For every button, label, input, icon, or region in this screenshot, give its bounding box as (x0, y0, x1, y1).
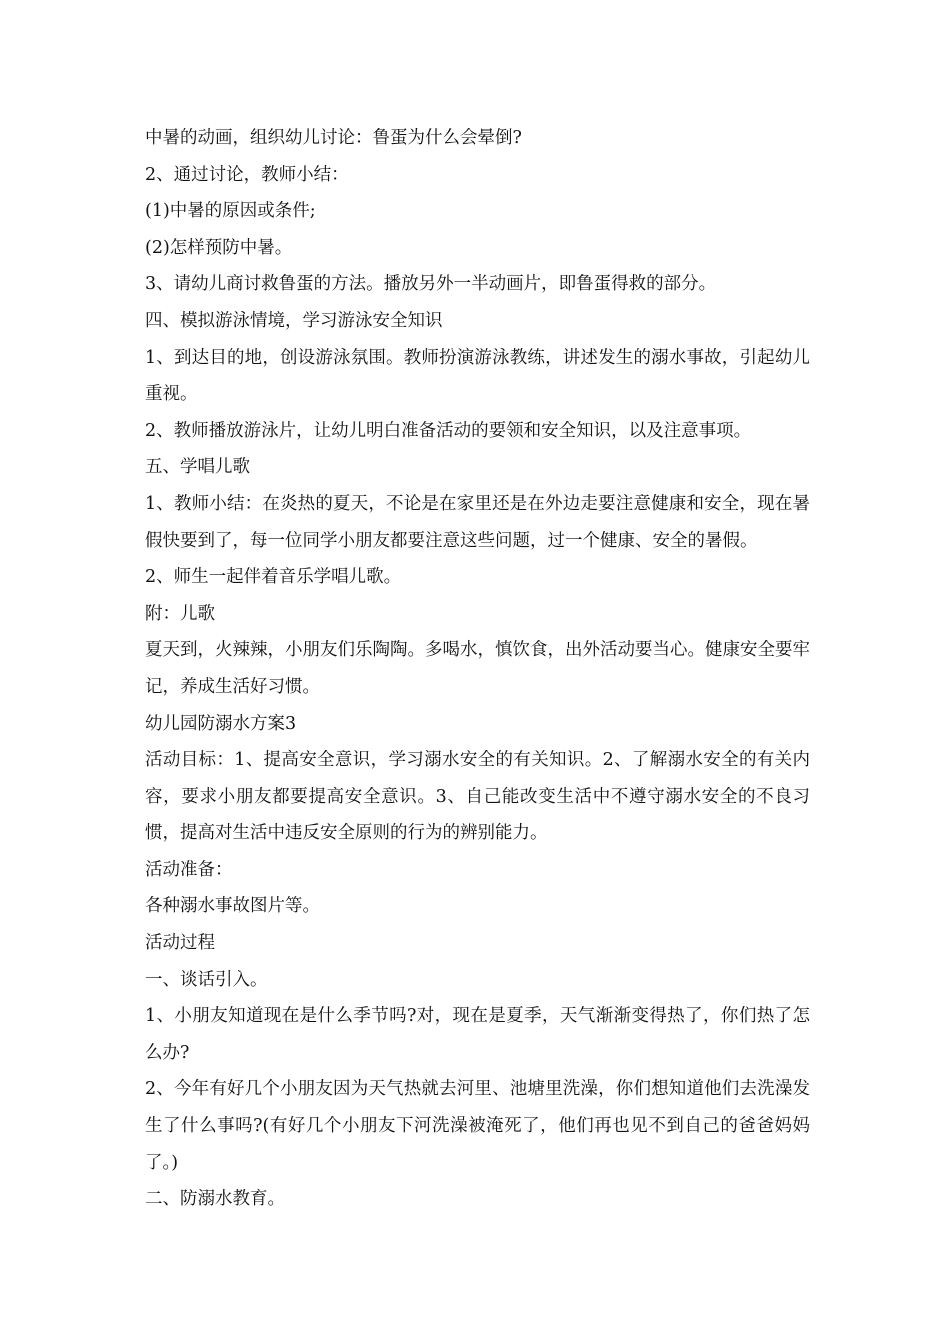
document-body (145, 120, 810, 1218)
section-heading: 活动准备： (145, 859, 233, 880)
paragraph: 1、到达目的地，创设游泳氛围。教师扮演游泳教练，讲述发生的溺水事故，引起幼儿重视。 (145, 347, 810, 405)
paragraph: 2、今年有好几个小朋友因为天气热就去河里、池塘里洗澡，你们想知道他们去洗澡发生了什么事吗?(有好几个小朋友下河洗澡被淹死了，他们再也见不到自己的爸爸妈妈了。) (145, 1079, 810, 1173)
section-heading: 五、学唱儿歌 (145, 457, 250, 478)
paragraph: 2、师生一起伴着音乐学唱儿歌。 (145, 567, 402, 588)
section-heading: 附：儿歌 (145, 603, 215, 624)
paragraph: 1、教师小结：在炎热的夏天，不论是在家里还是在外边走要注意健康和安全，现在暑假快要到了，每一位同学小朋友都要注意这些问题，过一个健康、安全的暑假。 (145, 493, 810, 551)
paragraph: 3、请幼儿商讨救鲁蛋的方法。播放另外一半动画片，即鲁蛋得救的部分。 (145, 274, 717, 295)
paragraph: (2)怎样预防中暑。 (145, 237, 293, 258)
section-heading: 活动过程 (145, 933, 215, 954)
paragraph: 活动目标：1、提高安全意识，学习溺水安全的有关知识。2、了解溺水安全的有关内容，要求小朋友都要提高安全意识。3、自己能改变生活中不遵守溺水安全的不良习惯，提高对生活中违反安全原则的行为的辨别能力。 (145, 750, 810, 844)
paragraph: 1、小朋友知道现在是什么季节吗?对，现在是夏季，天气渐渐变得热了，你们热了怎么办? (145, 1006, 810, 1063)
section-heading: 一、谈话引入。 (145, 969, 268, 990)
paragraph: 2、教师播放游泳片，让幼儿明白准备活动的要领和安全知识，以及注意事项。 (145, 420, 752, 441)
paragraph: (1)中暑的原因或条件; (145, 201, 316, 222)
song-lyrics: 夏天到，火辣辣，小朋友们乐陶陶。多喝水，慎饮食，出外活动要当心。健康安全要牢记，养成生活好习惯。 (145, 640, 810, 697)
section-heading: 二、防溺水教育。 (145, 1189, 285, 1210)
section-heading: 四、模拟游泳情境，学习游泳安全知识 (145, 310, 443, 331)
document-title: 幼儿园防溺水方案3 (145, 713, 297, 734)
paragraph: 中暑的动画，组织幼儿讨论：鲁蛋为什么会晕倒? (145, 128, 522, 148)
paragraph: 2、通过讨论，教师小结： (145, 164, 349, 185)
paragraph: 各种溺水事故图片等。 (145, 896, 320, 917)
